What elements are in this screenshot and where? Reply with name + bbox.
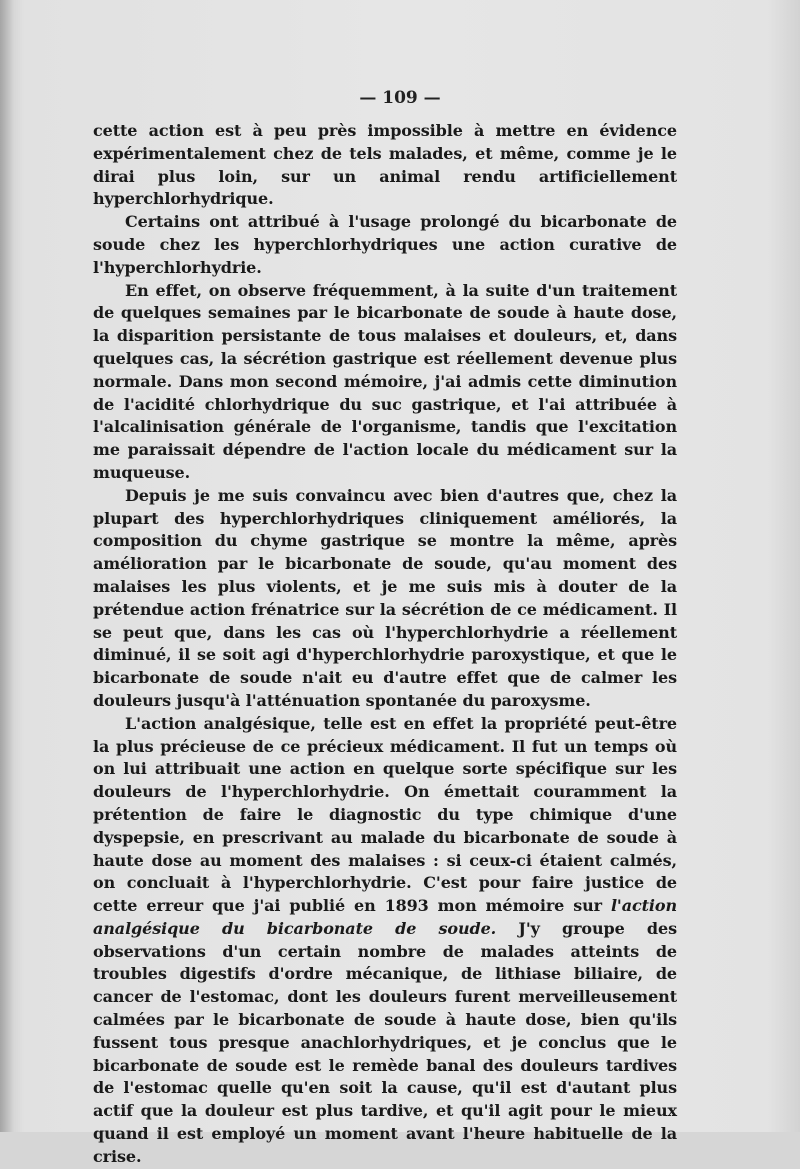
paragraph-5-after: J'y groupe des observations d'un certain nombre de malades atteints de troubles digestifs d'ordre mécanique, de lithiase biliaire, de cancer de l'estomac, dont les douleurs furent merveilleusement calmées par le bicarbonate de soude à haute dose, bien qu'ils fussent tous presque anachlorhydriques, et je conclus que le bicarbonate de soude est le remède banal des douleurs tardives de l'estomac quelle qu'en soit la cause, qu'il est d'autant plus actif que la douleur est plus tardive, et qu'il agit pour le mieux quand il est employé un moment avant l'heure habituelle de la crise. <box>93 918 677 1166</box>
paragraph-5-italic-title: l'action analgésique du bicarbonate de soude. <box>93 896 677 938</box>
body-text <box>93 120 677 1169</box>
paragraph-4: Depuis je me suis convaincu avec bien d'autres que, chez la plupart des hyperchlorhydriques cliniquement améliorés, la composition du chyme gastrique se montre la même, après amélioration par le bicarbonate de soude, qu'au moment des malaises les plus violents, et je me suis mis à douter de la prétendue action frénatrice sur la sécrétion de ce médicament. Il se peut que, dans les cas où l'hyperchlorhydrie a réellement diminué, il se soit agi d'hyperchlorhydrie paroxystique, et que le bicarbonate de soude n'ait eu d'autre effet que de calmer les douleurs jusqu'à l'atténuation spontanée du paroxysme. <box>93 485 677 710</box>
paragraph-5-before: L'action analgésique, telle est en effet la propriété peut-être la plus précieuse de ce précieux médicament. Il fut un temps où on lui attribuait une action en quelque sorte spécifique sur les douleurs de l'hyperchlorhydrie. On émettait couramment la prétention de faire le diagnostic du type chimique d'une dyspepsie, en prescrivant au malade du bicarbonate de soude à haute dose au moment des malaises : si ceux-ci étaient calmés, on concluait à l'hyperchlorhydrie. C'est pour faire justice de cette erreur que j'ai publié en 1893 mon mémoire sur <box>93 713 677 916</box>
page-number: — 109 — <box>359 88 441 108</box>
paragraph-2: Certains ont attribué à l'usage prolongé du bicarbonate de soude chez les hyperchlorhydriques une action curative de l'hyperchlorhydrie. <box>93 212 677 277</box>
paragraph-5 <box>93 713 677 1169</box>
paragraph-3: En effet, on observe fréquemment, à la suite d'un traitement de quelques semaines par le bicarbonate de soude à haute dose, la disparition persistante de tous malaises et douleurs, et, dans quelques cas, la sécrétion gastrique est réellement devenue plus normale. Dans mon second mémoire, j'ai admis cette diminution de l'acidité chlorhydrique du suc gastrique, et l'ai attribuée à l'alcalinisation générale de l'organisme, tandis que l'excitation me paraissait dépendre de l'action locale du médicament sur la muqueuse. <box>93 280 677 482</box>
paragraph-1: cette action est à peu près impossible à mettre en évidence expérimentalement chez de tels malades, et même, comme je le dirai plus loin, sur un animal rendu artificiellement hyperchlorhydrique. <box>93 121 677 209</box>
page-edge-shadow <box>0 0 14 1132</box>
